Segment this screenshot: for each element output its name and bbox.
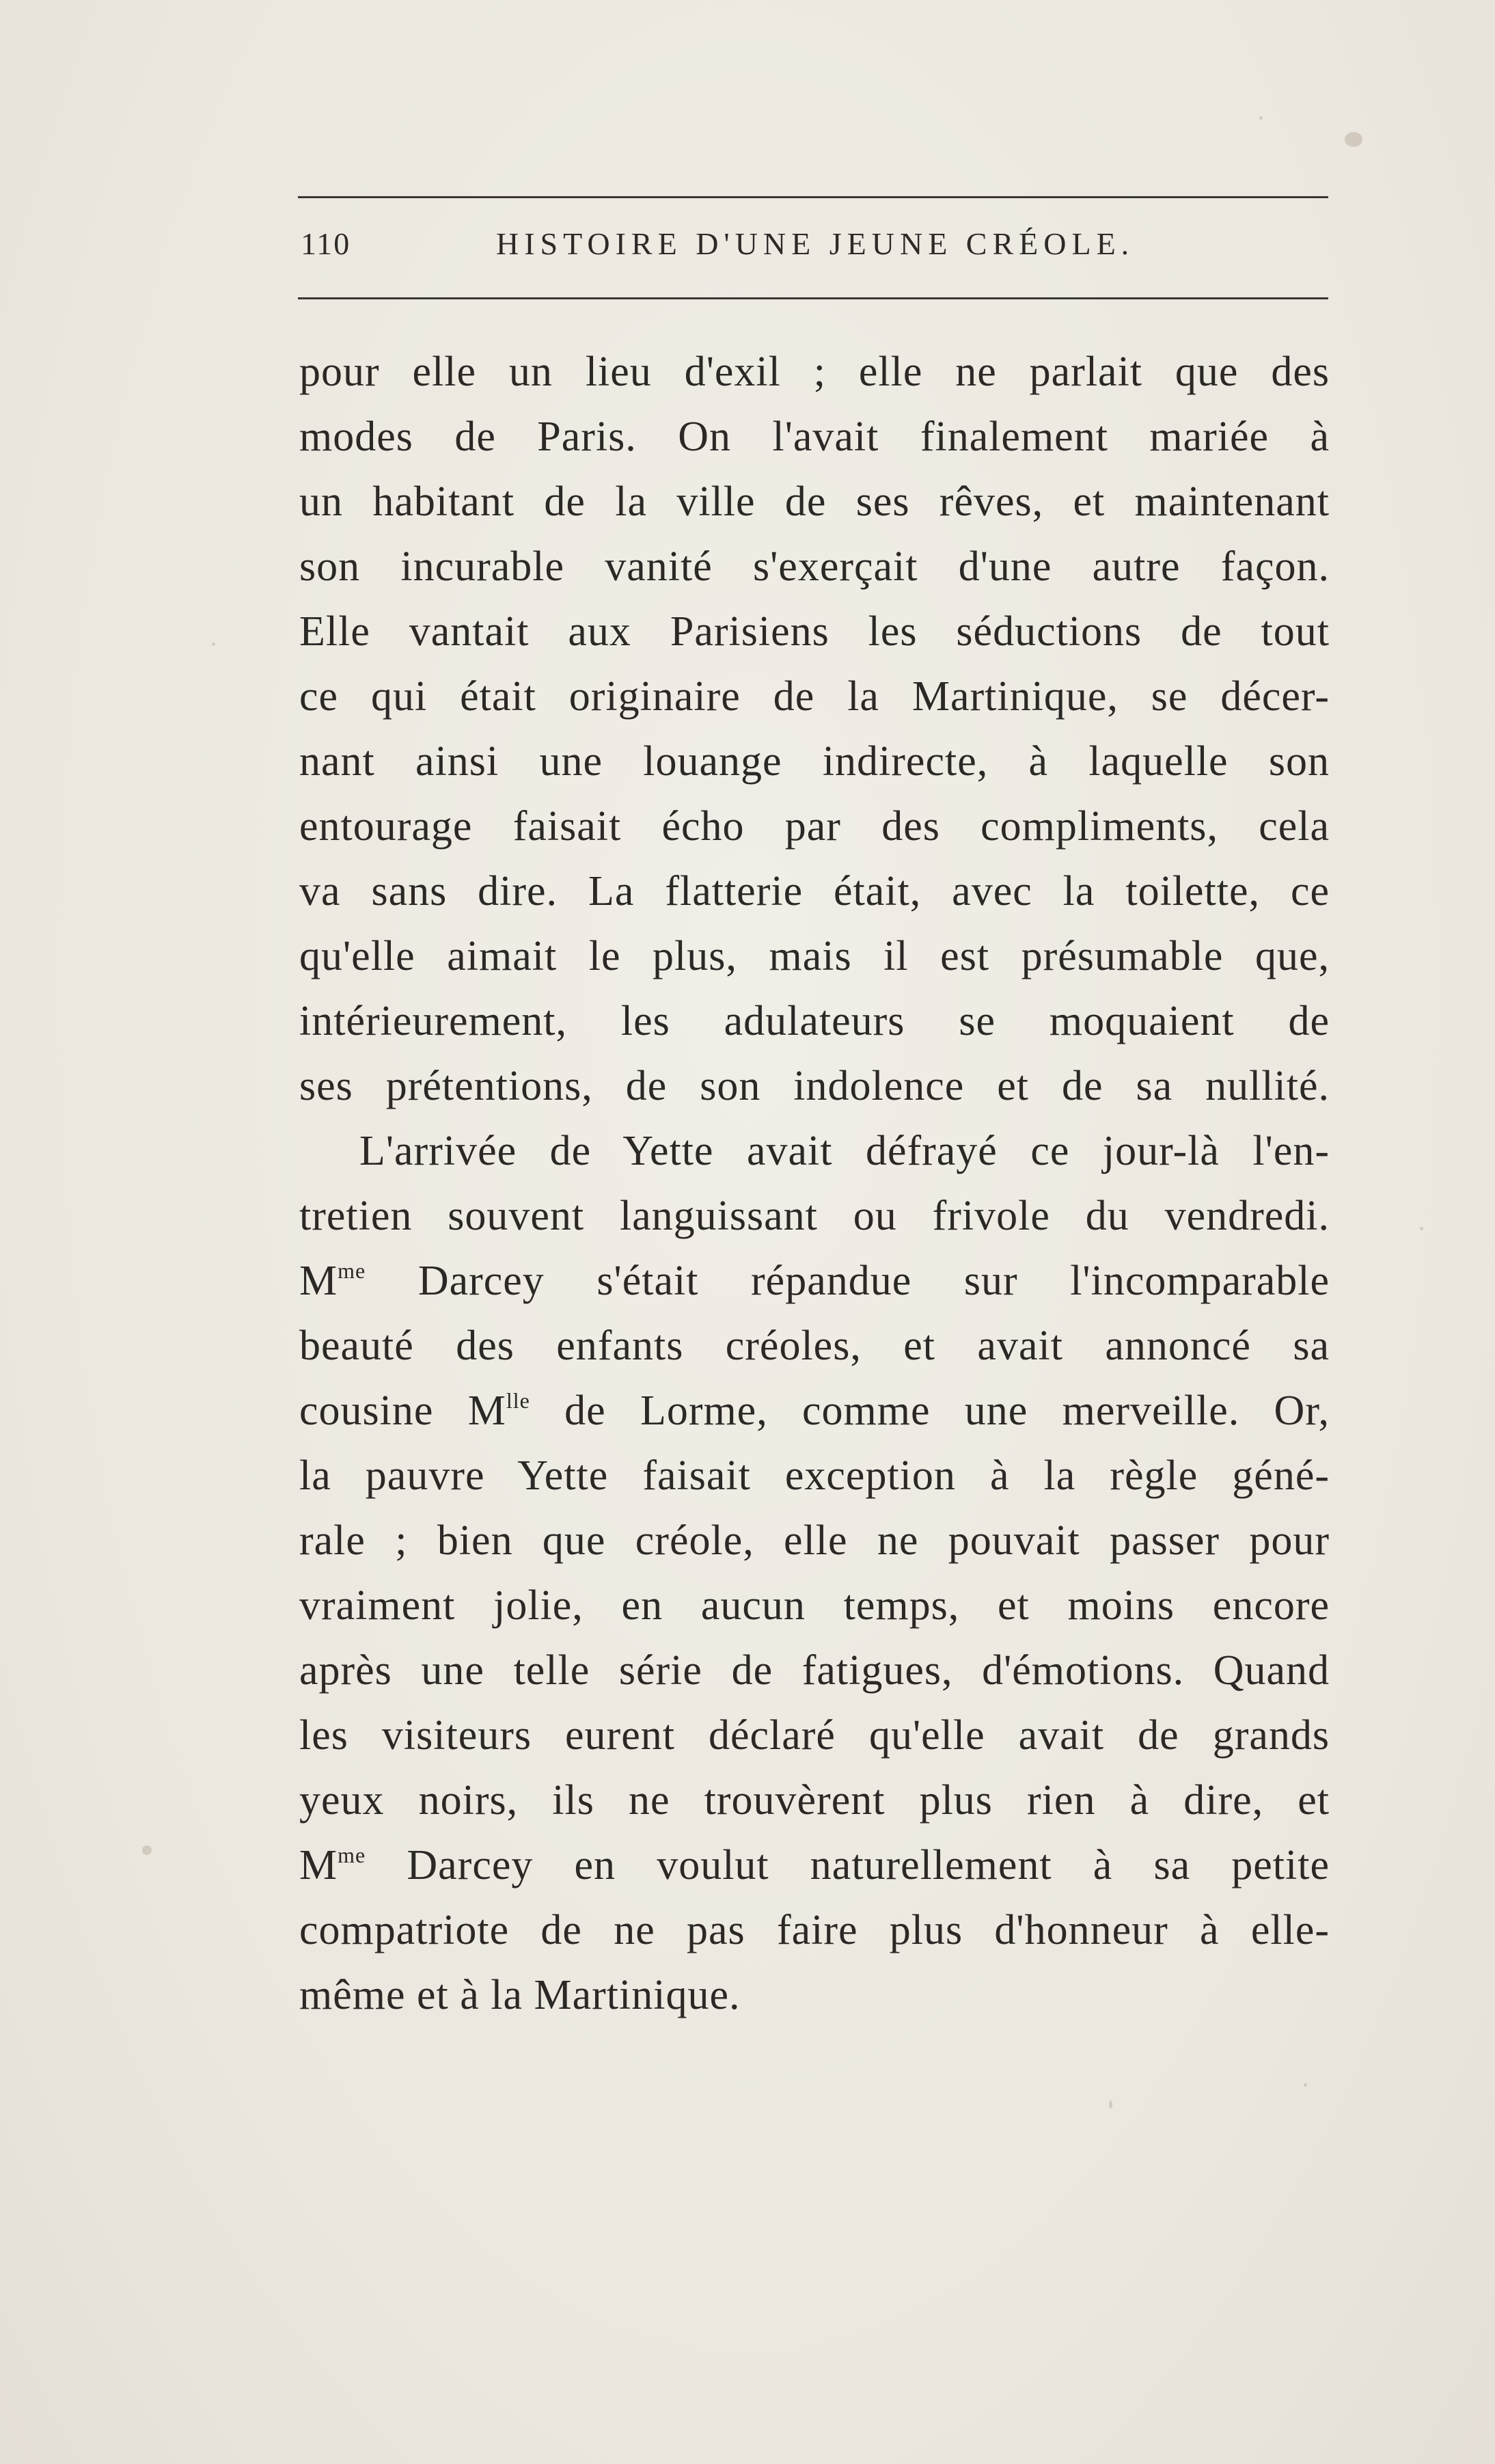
text-line [299,1119,1330,1184]
text-line [299,729,1330,794]
text-line [299,1638,1330,1703]
line-text: intérieurement, les adulateurs se moquaient de [299,998,1330,1044]
line-text: rale ; bien que créole, elle ne pouvait passer pour [299,1517,1330,1564]
paper-speck [1259,116,1263,120]
running-header [298,226,1328,273]
line-text: Elle vantait aux Parisiens les séductions de tout [299,608,1330,655]
text-line [299,1314,1330,1379]
text-line [299,534,1330,599]
line-prefix: M [299,1842,338,1888]
line-text: de Lorme, comme une merveille. Or, [530,1387,1330,1434]
text-line [299,1054,1330,1119]
line-text: qu'elle aimait le plus, mais il est présumable que, [299,933,1330,979]
line-text: pour elle un lieu d'exil ; elle ne parlait que des [299,349,1330,395]
line-text: compatriote de ne pas faire plus d'honneur à elle- [299,1907,1330,1953]
paper-speck [1304,2083,1307,2087]
title-abbreviation-superscript: me [338,1258,366,1283]
text-line [299,794,1330,859]
line-text: va sans dire. La flatterie était, avec la toilette, ce [299,868,1330,915]
paper-speck [1420,1227,1423,1230]
line-text: Darcey s'était répandue sur l'incomparable [366,1258,1330,1304]
line-text: yeux noirs, ils ne trouvèrent plus rien à dire, et [299,1777,1330,1824]
line-text: tretien souvent languissant ou frivole du vendredi. [299,1193,1330,1239]
title-abbreviation-superscript: lle [506,1388,530,1413]
text-line [299,1963,1330,2028]
paper-speck [1109,2100,1112,2109]
paper-speck [142,1845,152,1855]
text-line [299,599,1330,664]
text-line [299,924,1330,989]
line-text: les visiteurs eurent déclaré qu'elle avait de grands [299,1712,1330,1759]
header-rule-bottom [298,297,1328,299]
text-line [299,1444,1330,1508]
text-line [299,1184,1330,1249]
body-text [299,340,1330,2028]
text-line [299,989,1330,1054]
line-text: L'arrivée de Yette avait défrayé ce jour-là l'en- [359,1128,1330,1174]
line-prefix: cousine M [299,1387,506,1434]
text-line [299,1703,1330,1768]
line-text: ce qui était originaire de la Martinique, se décer- [299,673,1330,720]
text-line [299,1249,1330,1314]
header-rule-top [298,196,1328,198]
line-text: modes de Paris. On l'avait finalement mariée à [299,414,1330,460]
text-line [299,1768,1330,1833]
text-line [299,340,1330,405]
line-text: son incurable vanité s'exerçait d'une autre façon. [299,543,1330,590]
text-line [299,470,1330,534]
line-text: même et à la Martinique. [299,1972,741,2018]
text-line [299,859,1330,924]
paper-speck [1345,132,1362,147]
line-text: un habitant de la ville de ses rêves, et maintenant [299,478,1330,525]
text-line [299,664,1330,729]
line-text: beauté des enfants créoles, et avait annoncé sa [299,1323,1330,1369]
text-line [299,1833,1330,1898]
line-text: Darcey en voulut naturellement à sa petite [366,1842,1330,1888]
text-line [299,1573,1330,1638]
paper-speck [212,642,215,646]
line-text: ses prétentions, de son indolence et de sa nullité. [299,1063,1330,1109]
line-text: la pauvre Yette faisait exception à la règle géné- [299,1452,1330,1499]
line-text: entourage faisait écho par des compliments, cela [299,803,1330,850]
text-line [299,1508,1330,1573]
line-text: vraiment jolie, en aucun temps, et moins encore [299,1582,1330,1629]
text-line [299,1898,1330,1963]
text-line [299,1379,1330,1444]
text-line [299,405,1330,470]
line-prefix: M [299,1258,338,1304]
title-abbreviation-superscript: me [338,1843,366,1867]
line-text: nant ainsi une louange indirecte, à laquelle son [299,738,1330,785]
page-number: 110 [301,226,351,261]
running-title: HISTOIRE D'UNE JEUNE CRÉOLE. [496,226,1135,261]
line-text: après une telle série de fatigues, d'émotions. Quand [299,1647,1330,1694]
